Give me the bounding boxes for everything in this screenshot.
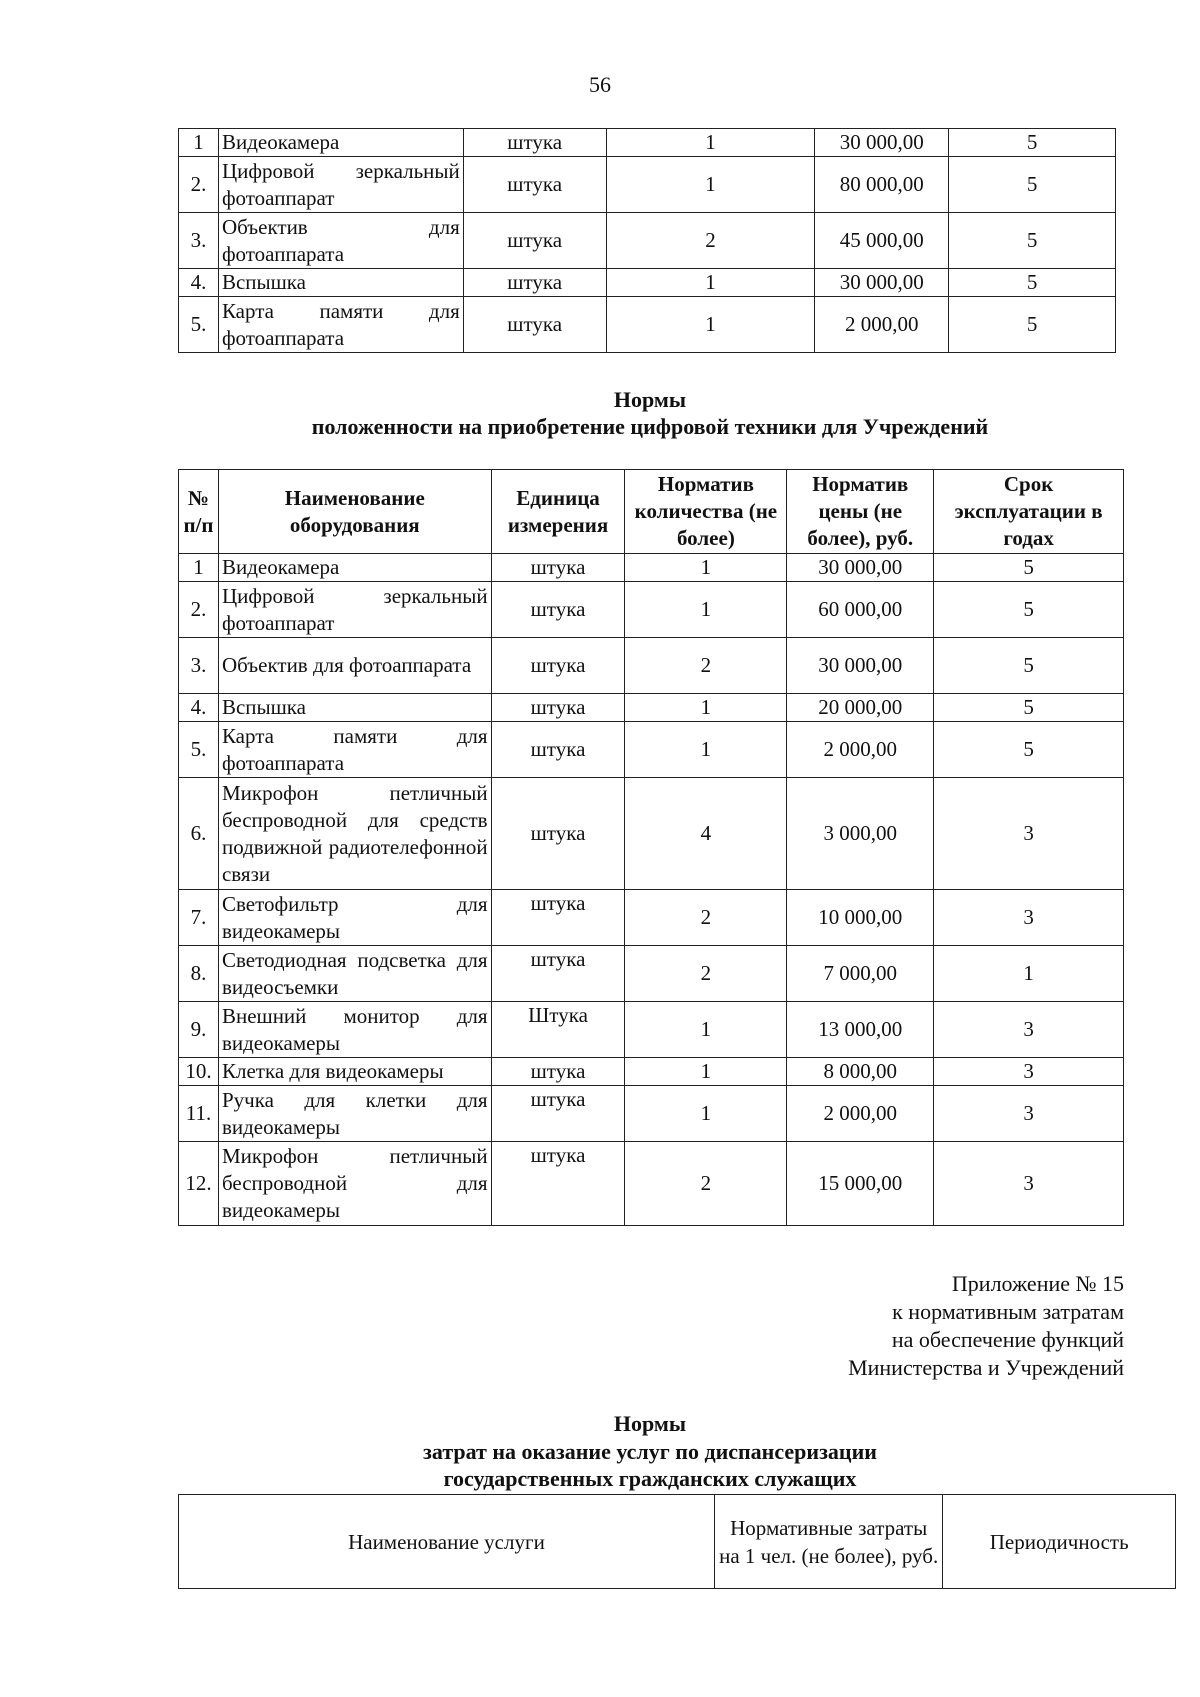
header-periodicity: Периодичность — [943, 1495, 1176, 1589]
table-row — [179, 129, 1116, 157]
row-number: 4. — [179, 694, 219, 722]
service-years: 5 — [934, 554, 1124, 582]
unit: штука — [491, 554, 625, 582]
service-years: 3 — [934, 1086, 1124, 1142]
row-number: 6. — [179, 778, 219, 890]
item-name: Объектив для фотоаппарата — [218, 213, 463, 269]
item-name: Микрофон петличный беспроводной для средств подвижной радиотелефонной связи — [218, 778, 491, 890]
row-number: 11. — [179, 1086, 219, 1142]
row-number: 5. — [179, 297, 219, 353]
item-name: Видеокамера — [218, 129, 463, 157]
service-years: 5 — [949, 297, 1116, 353]
unit: штука — [491, 722, 625, 778]
price: 10 000,00 — [787, 890, 934, 946]
quantity: 1 — [625, 694, 787, 722]
item-name: Карта памяти для фотоаппарата — [218, 722, 491, 778]
section2-title: Нормы — [613, 387, 687, 412]
price: 80 000,00 — [815, 157, 949, 213]
service-years: 3 — [934, 890, 1124, 946]
header-price: Норматив цены (не более), руб. — [787, 470, 934, 554]
table-row — [179, 890, 1124, 946]
price: 30 000,00 — [787, 554, 934, 582]
table-row — [179, 722, 1124, 778]
price: 8 000,00 — [787, 1058, 934, 1086]
service-years: 3 — [934, 778, 1124, 890]
price: 15 000,00 — [787, 1142, 934, 1226]
price: 7 000,00 — [787, 946, 934, 1002]
price: 45 000,00 — [815, 213, 949, 269]
header-number: № п/п — [179, 470, 219, 554]
header-cost: Нормативные затраты на 1 чел. (не более), руб. — [714, 1495, 943, 1589]
price: 60 000,00 — [787, 582, 934, 638]
unit: штука — [491, 582, 625, 638]
item-name: Ручка для клетки для видеокамеры — [218, 1086, 491, 1142]
quantity: 2 — [625, 946, 787, 1002]
appendix-reference — [848, 1270, 1124, 1382]
unit: штука — [463, 129, 606, 157]
table-row — [179, 213, 1116, 269]
table-row — [179, 1086, 1124, 1142]
unit: штука — [491, 1142, 625, 1226]
quantity: 2 — [625, 638, 787, 694]
table-row — [179, 778, 1124, 890]
item-name: Цифровой зеркальный фотоаппарат — [218, 157, 463, 213]
row-number: 3. — [179, 638, 219, 694]
service-years: 5 — [949, 157, 1116, 213]
unit: штука — [491, 694, 625, 722]
unit: штука — [491, 1058, 625, 1086]
service-years: 5 — [949, 213, 1116, 269]
quantity: 1 — [625, 582, 787, 638]
table-row — [179, 1058, 1124, 1086]
table-row — [179, 1002, 1124, 1058]
quantity: 1 — [625, 1002, 787, 1058]
header-service-name: Наименование услуги — [179, 1495, 715, 1589]
unit: штука — [491, 890, 625, 946]
service-years: 3 — [934, 1142, 1124, 1226]
table-row — [179, 638, 1124, 694]
price: 2 000,00 — [815, 297, 949, 353]
table-row — [179, 554, 1124, 582]
service-years: 3 — [934, 1058, 1124, 1086]
item-name: Объектив для фотоаппарата — [218, 638, 491, 694]
row-number: 12. — [179, 1142, 219, 1226]
unit: штука — [463, 297, 606, 353]
header-unit: Единица измерения — [491, 470, 625, 554]
unit: штука — [491, 778, 625, 890]
row-number: 5. — [179, 722, 219, 778]
quantity: 1 — [606, 157, 815, 213]
table-row — [179, 1142, 1124, 1226]
table-row — [179, 582, 1124, 638]
service-years: 3 — [934, 1002, 1124, 1058]
item-name: Цифровой зеркальный фотоаппарат — [218, 582, 491, 638]
item-name: Видеокамера — [218, 554, 491, 582]
row-number: 3. — [179, 213, 219, 269]
quantity: 2 — [625, 1142, 787, 1226]
service-years: 1 — [934, 946, 1124, 1002]
quantity: 1 — [606, 129, 815, 157]
table-header-row — [179, 470, 1124, 554]
table-row — [179, 269, 1116, 297]
row-number: 1 — [179, 129, 219, 157]
row-number: 4. — [179, 269, 219, 297]
quantity: 1 — [625, 554, 787, 582]
table-header-row — [179, 1495, 1176, 1589]
row-number: 1 — [179, 554, 219, 582]
service-years: 5 — [949, 129, 1116, 157]
quantity: 1 — [625, 1086, 787, 1142]
price: 2 000,00 — [787, 722, 934, 778]
quantity: 1 — [606, 297, 815, 353]
row-number: 8. — [179, 946, 219, 1002]
item-name: Карта памяти для фотоаппарата — [218, 297, 463, 353]
appendix-line: Министерства и Учреждений — [848, 1355, 1124, 1380]
item-name: Внешний монитор для видеокамеры — [218, 1002, 491, 1058]
quantity: 4 — [625, 778, 787, 890]
quantity: 2 — [625, 890, 787, 946]
price: 30 000,00 — [815, 129, 949, 157]
table-row — [179, 297, 1116, 353]
item-name: Клетка для видеокамеры — [218, 1058, 491, 1086]
appendix-line: к нормативным затратам — [892, 1299, 1124, 1324]
unit: штука — [463, 157, 606, 213]
row-number: 10. — [179, 1058, 219, 1086]
unit: Штука — [491, 1002, 625, 1058]
appendix-line: на обеспечение функций — [891, 1327, 1124, 1352]
appendix-line: Приложение № 15 — [951, 1271, 1124, 1296]
quantity: 1 — [606, 269, 815, 297]
service-years: 5 — [934, 694, 1124, 722]
medical-checkup-table — [178, 1494, 1176, 1589]
section3-title: Нормы — [613, 1411, 687, 1436]
service-years: 5 — [949, 269, 1116, 297]
table-row — [179, 694, 1124, 722]
item-name: Вспышка — [218, 694, 491, 722]
table-row — [179, 157, 1116, 213]
price: 30 000,00 — [787, 638, 934, 694]
row-number: 7. — [179, 890, 219, 946]
unit: штука — [491, 1086, 625, 1142]
service-years: 5 — [934, 722, 1124, 778]
digital-equipment-table — [178, 469, 1124, 1226]
table-row — [179, 946, 1124, 1002]
unit: штука — [463, 213, 606, 269]
equipment-table-continued — [178, 128, 1116, 353]
row-number: 2. — [179, 157, 219, 213]
price: 3 000,00 — [787, 778, 934, 890]
header-quantity: Норматив количества (не более) — [625, 470, 787, 554]
unit: штука — [491, 638, 625, 694]
service-years: 5 — [934, 582, 1124, 638]
quantity: 1 — [625, 722, 787, 778]
item-name: Светодиодная подсветка для видеосъемки — [218, 946, 491, 1002]
section2-subtitle: положенности на приобретение цифровой техники для Учреждений — [311, 414, 989, 439]
item-name: Микрофон петличный беспроводной для видеокамеры — [218, 1142, 491, 1226]
unit: штука — [463, 269, 606, 297]
service-years: 5 — [934, 638, 1124, 694]
row-number: 9. — [179, 1002, 219, 1058]
quantity: 1 — [625, 1058, 787, 1086]
price: 30 000,00 — [815, 269, 949, 297]
price: 2 000,00 — [787, 1086, 934, 1142]
item-name: Вспышка — [218, 269, 463, 297]
item-name: Светофильтр для видеокамеры — [218, 890, 491, 946]
price: 13 000,00 — [787, 1002, 934, 1058]
quantity: 2 — [606, 213, 815, 269]
section3-subtitle: государственных гражданских служащих — [443, 1466, 857, 1491]
row-number: 2. — [179, 582, 219, 638]
header-years: Срок эксплуатации в годах — [934, 470, 1124, 554]
page-number: 56 — [589, 72, 611, 97]
section3-subtitle: затрат на оказание услуг по диспансеризации — [423, 1439, 877, 1464]
header-name: Наименование оборудования — [218, 470, 491, 554]
unit: штука — [491, 946, 625, 1002]
price: 20 000,00 — [787, 694, 934, 722]
